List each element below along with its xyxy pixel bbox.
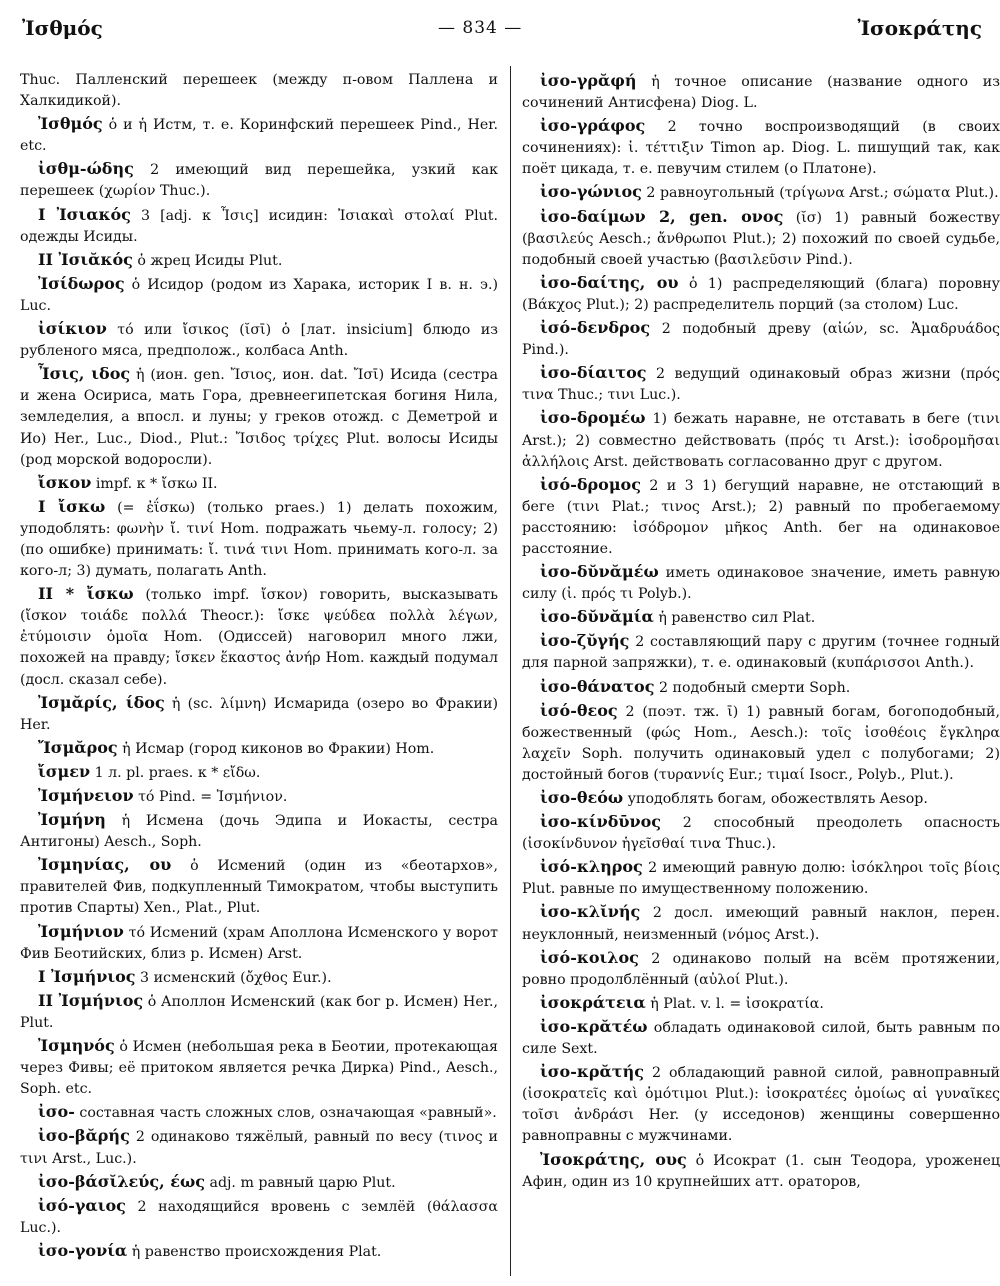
- dictionary-entry: [20, 1195, 498, 1239]
- dictionary-entry: [20, 472, 498, 495]
- entry-definition: τό Исмений (храм Аполлона Исменского у ворот Фив Беотийских, близ р. Исмен) Arst.: [20, 924, 498, 962]
- entry-definition: ἡ равенство сил Plat.: [658, 610, 816, 627]
- entry-headword: Ἰσοκράτης, ους: [540, 1149, 687, 1169]
- entry-headword: ἰσο-θεόω: [540, 788, 624, 807]
- entry-headword: ἰσοκράτεια: [540, 992, 646, 1012]
- entry-headword: ἰσό-κληρος: [540, 857, 643, 877]
- dictionary-entry: [522, 992, 1000, 1015]
- entry-definition: ὁ Исмений (один из «беотархов», правителей Фив, подкупленный Тимократом, чтобы выступить против Спарты) Xen., Plat., Plut.: [20, 858, 499, 917]
- dictionary-entry: [20, 273, 498, 317]
- entry-headword: ἰσο-γονία: [38, 1240, 128, 1260]
- entry-definition: ὁ Исмен (небольшая река в Беотии, протекающая через Фивы; её притоком является речка Дирка) Pind., Aesch., Soph. etc.: [20, 1039, 498, 1098]
- entry-definition: 2 точно воспроизводящий (в своих сочинениях): ἰ. τέττιξιν Timon ap. Diog. L. пишущий так, как поёт цикада, т. е. певучим стилем (о Платоне).: [522, 119, 1000, 178]
- dictionary-entry: [522, 362, 1000, 406]
- entry-definition: 2 одинаково тяжёлый, равный по весу (τινος и τινι Arst., Luc.).: [20, 1129, 499, 1167]
- entry-headword: ἰσο-δῠνᾰμέω: [540, 562, 659, 582]
- entry-headword: ἰσο-δρομέω: [540, 408, 646, 428]
- header-right-guide-word: Ἰσοκράτης: [857, 16, 982, 40]
- entry-definition: 2 равноугольный (τρίγωνα Arst.; σώματα Plut.).: [646, 185, 999, 202]
- entry-definition: (ῐσ) 1) равный божеству (βασιλεύς Aesch.; ἄνθρωποι Plut.); 2) похожий по своей судьбе, подобный своей участью (βασιλεῦσιν Pind.).: [522, 209, 1000, 268]
- entry-headword: I ἴσκω: [38, 496, 106, 516]
- entry-definition: ὁ и ἡ Истм, т. е. Коринфский перешеек Pind., Her. etc.: [20, 117, 498, 155]
- entry-headword: ἰσο-δαίτης, ου: [540, 272, 679, 292]
- entry-definition: (= ἐΐσκω) (только praes.) 1) делать похожим, уподоблять: φωνὴν ἴ. τινί Hom. подражать чьему-л. голосу; 2) (по ошибке) принимать: ἴ. τινά τινι Hom. принимать кого-л. за кого-л; 3) думать, полагать Anth.: [20, 499, 498, 580]
- entry-definition: ἡ равенство происхождения Plat.: [131, 1243, 382, 1260]
- dictionary-entry: [20, 966, 498, 989]
- entry-headword: I Ἰσιακός: [38, 204, 131, 224]
- entry-definition: составная часть сложных слов, означающая «равный».: [79, 1105, 497, 1122]
- entry-definition: 2 подобный древу (αἰών, sc. Ἁμαδρυάδος Pind.).: [522, 321, 1000, 359]
- entry-headword: ἰσο-γράφος: [540, 116, 646, 136]
- entry-definition: 2 находящийся вровень с землёй (θάλασσα Luc.).: [20, 1198, 498, 1236]
- dictionary-entry: [522, 700, 1000, 786]
- entry-definition: 1) бежать наравне, не отставать в беге (τινι Arst.); 2) совместно действовать (πρός τι Arst.): ἰσοδρομῆσαι ἀλλήλοις Arst. действовать согласованно друг с другом.: [522, 411, 1000, 470]
- entry-definition: 2 досл. имеющий равный наклон, перен. неуклонный, неизменный (νόμος Arst.).: [522, 905, 1000, 943]
- dictionary-entry: [522, 1061, 1000, 1147]
- entry-definition: ἡ Исмена (дочь Эдипа и Иокасты, сестра Антигоны) Aesch., Soph.: [20, 813, 499, 851]
- entry-headword: ἰσό-δενδρος: [540, 318, 651, 338]
- dictionary-entry: [522, 70, 1000, 114]
- entry-definition: ὁ Аполлон Исменский (как бог р. Исмен) Her., Plut.: [20, 993, 498, 1031]
- entry-definition: 2 (поэт. тж. ῑ) 1) равный богам, богоподобный, божественный (φώς Hom., Aesch.): τοῖς ἰσοθέοις ἔγκληρα λαχεῖν Soph. получить одинаковый удел с полубогами; 2) достойный богов (τυραννίς Eur.; τιμαί Isocr., Polyb., Plut.).: [522, 703, 1000, 783]
- dictionary-entry: [522, 317, 1000, 361]
- entry-definition: ὁ Исидор (родом из Харака, историк I в. н. э.) Luc.: [20, 276, 498, 314]
- entry-definition: 2 и 3 1) бегущий наравне, не отстающий в беге (τινι Plat.; τινος Arst.); 2) равный по пробегаемому расстоянию: ἰσόδρομον μῆκος Anth. бег на одинаковое расстояние.: [522, 477, 1000, 557]
- entry-headword: ἰσο-ζῠγής: [540, 631, 630, 651]
- entry-definition: 3 [adj. к Ἶσις] исидин: Ἰσιακαὶ στολαί Plut. одежды Исиды.: [20, 207, 498, 245]
- column-divider: [510, 66, 511, 1276]
- dictionary-entry: [522, 181, 1000, 204]
- entry-headword: ἰσο-θάνατος: [540, 676, 655, 696]
- entry-headword: Ἰσμηνός: [38, 1036, 115, 1056]
- entry-definition: ἡ (ион. gen. Ἴσιος, ион. dat. Ἴσῑ) Исида (сестра и жена Осириса, мать Гора, древнеегипетская богиня Нила, земледелия, а впосл. и луны; у греков отожд. с Деметрой и Ио) Her., Luc., Diod., Plut.: Ἴσιδος τρίχες Plut. волосы Исиды (род морской водоросли).: [20, 367, 498, 468]
- dictionary-entry: [522, 606, 1000, 629]
- dictionary-entry: [20, 692, 498, 736]
- entry-definition: 2 ведущий одинаковый образ жизни (πρός τινα Thuc.; τινι Luc.).: [522, 366, 1000, 404]
- entry-headword: Ἰσθμός: [38, 114, 103, 134]
- entry-headword: II Ἰσμήνιος: [38, 990, 144, 1010]
- dictionary-entry: [20, 496, 498, 582]
- entry-headword: ἴσκον: [38, 472, 92, 492]
- entry-headword: ἰσο-δίαιτος: [540, 363, 647, 383]
- dictionary-entry: [20, 1240, 498, 1263]
- dictionary-entry: [20, 363, 498, 470]
- entry-headword: Ἰσίδωρος: [38, 273, 125, 293]
- dictionary-entry: [522, 811, 1000, 855]
- entry-headword: ἰσο-βᾰρής: [38, 1126, 130, 1146]
- dictionary-entry: [20, 1101, 498, 1124]
- entry-definition: ἡ Исмар (город киконов во Фракии) Hom.: [122, 740, 435, 757]
- entry-headword: ἰσθμ-ώδης: [38, 159, 134, 179]
- entry-headword: ἰσίκιον: [38, 319, 107, 339]
- entry-definition: 2 имеющий вид перешейка, узкий как перешеек (χωρίον Thuc.).: [20, 162, 498, 200]
- entry-headword: Ἰσμήνη: [38, 810, 106, 830]
- dictionary-entry: [20, 990, 498, 1034]
- dictionary-entry: [20, 158, 498, 202]
- dictionary-entry: [522, 901, 1000, 945]
- entry-definition: иметь одинаковое значение, иметь равную силу (ἰ. πρός τι Polyb.).: [522, 565, 1000, 603]
- entry-definition: ὁ жрец Исиды Plut.: [137, 252, 283, 269]
- dictionary-entry: [522, 1149, 1000, 1193]
- entry-definition: 2 одинаково полый на всём протяжении, ровно продолблённый (αὐλοί Plut.).: [522, 950, 1000, 988]
- entry-headword: Ἰσμηνίας, ου: [38, 855, 172, 875]
- dictionary-entry: [20, 921, 498, 965]
- dictionary-entry: [20, 113, 498, 157]
- dictionary-entry: [522, 272, 1000, 316]
- entry-headword: ἰσο-κίνδῡνος: [540, 812, 661, 832]
- dictionary-entry: [522, 206, 1000, 271]
- entry-definition: 1 л. pl. praes. к * εἴδω.: [94, 764, 261, 781]
- dictionary-entry: [20, 1035, 498, 1100]
- dictionary-entry: [20, 785, 498, 808]
- entry-headword: ἰσο-βάσῐλεύς, έως: [38, 1171, 205, 1191]
- entry-definition: 2 способный преодолеть опасность (ἰσοκίνδυνον ἡγεῖσθαί τινα Thuc.).: [522, 815, 1000, 853]
- entry-definition: τό или ἴσικος (ῐσῑ) ὁ [лат. insicium] блюдо из рубленого мяса, предполож., колбаса Anth.: [20, 322, 498, 360]
- left-column: [20, 70, 498, 1264]
- entry-definition: 2 имеющий равную долю: ἰσόκληροι τοῖς βίοις Plut. равные по имущественному положению.: [522, 860, 1000, 898]
- dictionary-entry: [522, 676, 1000, 699]
- dictionary-entry: [20, 1125, 498, 1169]
- dictionary-entry: [522, 630, 1000, 674]
- entry-headword: ἰσό-δρομος: [540, 474, 641, 494]
- entry-headword: ἰσο-κλῐνής: [540, 902, 641, 922]
- dictionary-entry: [522, 407, 1000, 472]
- entry-headword: ἰσο-δαίμων 2, gen. ονος: [540, 206, 784, 226]
- entry-headword: ἰσο-γρᾰφή: [540, 71, 637, 90]
- dictionary-entry: [522, 115, 1000, 180]
- entry-headword: Ἴσμᾰρος: [38, 737, 118, 757]
- entry-headword: ἰσο-κρᾰτής: [540, 1062, 644, 1082]
- entry-definition: ὁ Исократ (1. сын Теодора, уроженец Афин, один из 10 крупнейших атт. ораторов,: [522, 1152, 1000, 1190]
- entry-definition: impf. к * ἴσκω II.: [95, 475, 218, 492]
- entry-definition: adj. m равный царю Plut.: [209, 1174, 396, 1191]
- dictionary-entry: [20, 583, 498, 690]
- dictionary-entry: [522, 947, 1000, 991]
- dictionary-entry: [20, 204, 498, 248]
- dictionary-entry: [522, 474, 1000, 560]
- dictionary-entry: [20, 70, 498, 112]
- entry-headword: Ἰσμᾰρίς, ίδος: [38, 692, 165, 712]
- entry-headword: ἰσο-κρᾰτέω: [540, 1016, 648, 1036]
- page-header: [22, 10, 982, 46]
- entry-definition: ἡ (sc. λίμνη) Исмарида (озеро во Фракии) Her.: [20, 695, 498, 733]
- entry-headword: ἴσμεν: [38, 761, 91, 781]
- entry-headword: Ἰσμήνειον: [38, 786, 134, 805]
- dictionary-entry: [522, 787, 1000, 810]
- entry-definition: 2 обладающий равной силой, равноправный (ἰσοκρατεῖς καὶ ὁμότιμοι Plut.): ἰσοκρατέες ὁμοίως αἱ γυναῖκες τοῖσι ἀνδράσι Her. (у исседонов) женщины совершенно равноправны с мужчинами.: [522, 1065, 1000, 1145]
- entry-definition: ἡ Plat. v. l. = ἰσοκρατία.: [650, 995, 824, 1012]
- entry-definition: Thuc. Палленский перешеек (между п-овом Паллена и Халкидикой).: [20, 72, 498, 110]
- entry-definition: уподоблять богам, обожествлять Aesop.: [627, 791, 928, 807]
- page-number: — 834 —: [438, 18, 523, 38]
- entry-headword: Ἰσμήνιον: [38, 921, 124, 941]
- dictionary-entry: [20, 1171, 498, 1194]
- entry-definition: 2 составляющий пару с другим (точнее годный для парной запряжки), т. е. одинаковый (κυπάρισσοι Anth.).: [522, 634, 1000, 672]
- entry-headword: ἰσο-γώνιος: [540, 182, 642, 202]
- right-column: [522, 70, 1000, 1194]
- entry-definition: 3 исменский (ὄχθος Eur.).: [140, 969, 332, 986]
- entry-headword: ἰσό-θεος: [540, 700, 618, 720]
- dictionary-entry: [20, 249, 498, 272]
- dictionary-entry: [20, 318, 498, 362]
- entry-headword: ἰσό-κοιλος: [540, 947, 639, 967]
- entry-definition: обладать одинаковой силой, быть равным по силе Sext.: [522, 1019, 1000, 1058]
- entry-headword: I Ἰσμήνιος: [38, 966, 136, 986]
- entry-definition: 2 подобный смерти Soph.: [658, 679, 851, 696]
- dictionary-entry: [20, 761, 498, 784]
- dictionary-entry: [20, 854, 498, 919]
- entry-definition: ἡ точное описание (название одного из сочинений Антисфена) Diog. L.: [522, 74, 1000, 112]
- entry-definition: ὁ 1) распределяющий (блага) поровну (Βάκχος Plut.); 2) распределитель порций (за столом) Luc.: [522, 275, 1000, 313]
- entry-definition: τό Pind. = Ἰσμήνιον.: [138, 789, 288, 805]
- dictionary-entry: [522, 561, 1000, 605]
- entry-headword: ἰσο-: [38, 1102, 75, 1122]
- entry-headword: II Ἰσιᾰκός: [38, 249, 133, 269]
- dictionary-entry: [522, 856, 1000, 900]
- entry-definition: (только impf. ἴσκον) говорить, высказывать (ἴσκον τοιάδε πολλά Theocr.): ἴσκε ψεύδεα πολλὰ λέγων, ἐτύμοισιν ὁμοῖα Hom. (Одиссей) наговорил много лжи, похожей на правду; ἴσκεν ἕκαστος ἀνήρ Hom. каждый подумал (досл. сказал себе).: [20, 587, 499, 688]
- header-left-guide-word: Ἰσθμός: [22, 16, 103, 40]
- entry-headword: Ἶσις, ιδος: [38, 364, 131, 384]
- dictionary-entry: [20, 809, 498, 853]
- dictionary-entry: [20, 737, 498, 760]
- entry-headword: ἰσο-δῠνᾰμία: [540, 607, 654, 627]
- entry-headword: ἰσό-γαιος: [38, 1195, 126, 1215]
- entry-headword: II * ἴσκω: [38, 584, 134, 604]
- dictionary-entry: [522, 1016, 1000, 1060]
